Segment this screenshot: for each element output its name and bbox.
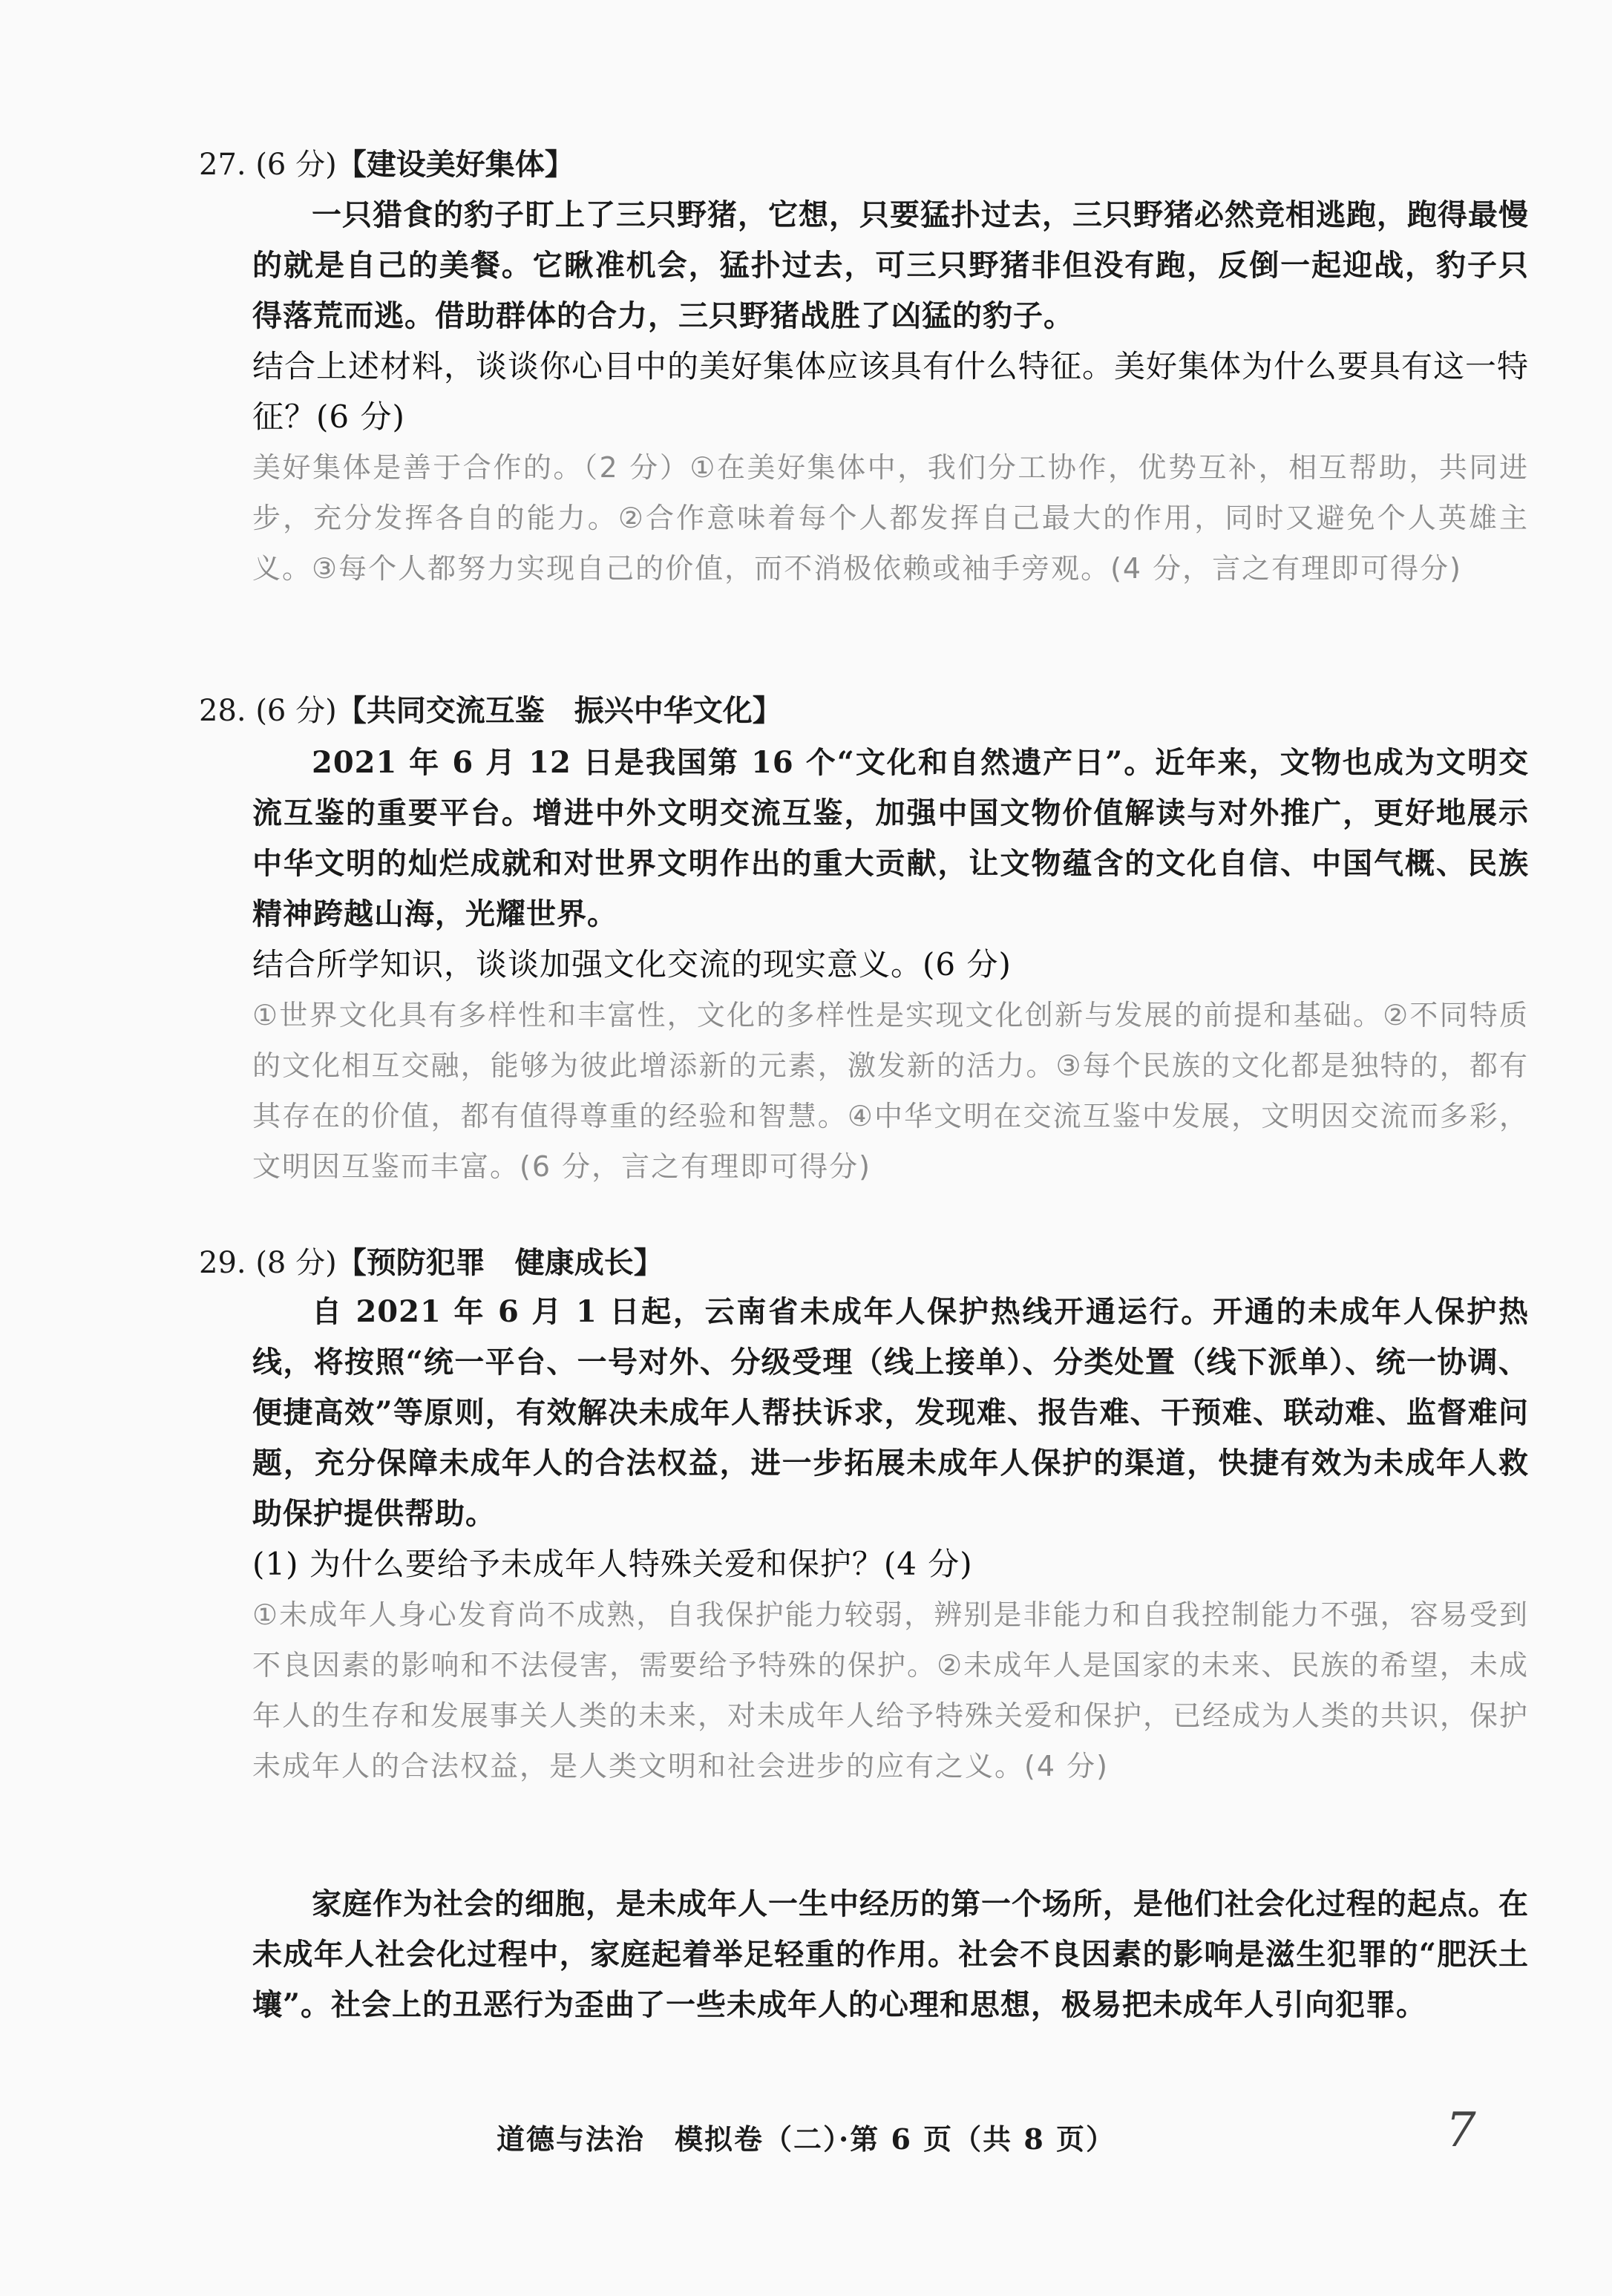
q27-body [252,190,1529,594]
q27-material: 一只猎食的豹子盯上了三只野猪，它想，只要猛扑过去，三只野猪必然竞相逃跑，跑得最慢的就是自己的美餐。它瞅准机会，猛扑过去，可三只野猪非但没有跑，反倒一起迎战，豹子只得落荒而逃。借助群体的合力，三只野猪战胜了凶猛的豹子。 [252,197,1529,333]
q28-body [252,738,1529,1192]
q28-answer: ①世界文化具有多样性和丰富性，文化的多样性是实现文化创新与发展的前提和基础。②不同特质的文化相互交融，能够为彼此增添新的元素，激发新的活力。③每个民族的文化都是独特的，都有其存在的价值，都有值得尊重的经验和智慧。④中华文明在交流互鉴中发展，文明因交流而多彩，文明因互鉴而丰富。(6 分，言之有理即可得分) [252,999,1529,1183]
q29-heading [199,1244,664,1282]
q27-tag: 【建设美好集体】 [336,148,574,182]
q28-heading [199,692,782,730]
q29-sub1-answer: ①未成年人身心发育尚不成熟，自我保护能力较弱，辨别是非能力和自我控制能力不强，容易受到不良因素的影响和不法侵害，需要给予特殊的保护。②未成年人是国家的未来、民族的希望，未成年人的生存和发展事关人类的未来，对未成年人给予特殊关爱和保护，已经成为人类的共识，保护未成年人的合法权益，是人类文明和社会进步的应有之义。(4 分) [252,1598,1530,1782]
q29-tag: 【预防犯罪 健康成长】 [336,1246,664,1280]
q27-question: 结合上述材料，谈谈你心目中的美好集体应该具有什么特征。美好集体为什么要具有这一特征？(6 分) [252,348,1530,435]
q29-sub1-question: (1) 为什么要给予未成年人特殊关爱和保护？(4 分) [252,1546,973,1582]
q28-question: 结合所学知识，谈谈加强文化交流的现实意义。(6 分) [252,946,1012,983]
q28-number: 28. (6 分) [199,694,337,728]
q29-material: 自 2021 年 6 月 1 日起，云南省未成年人保护热线开通运行。开通的未成年人保护热线，将按照“统一平台、一号对外、分级受理（线上接单）、分类处置（线下派单）、统一协调、便捷高效”等原则，有效解决未成年人帮扶诉求，发现难、报告难、干预难、联动难、监督难问题，充分保障未成年人的合法权益，进一步拓展未成年人保护的渠道，快捷有效为未成年人救助保护提供帮助。 [252,1294,1529,1531]
q27-number: 27. (6 分) [199,148,337,182]
q28-tag: 【共同交流互鉴 振兴中华文化】 [336,694,782,728]
q29-number: 29. (8 分) [199,1246,337,1280]
q27-heading [199,145,574,184]
q29-material2: 家庭作为社会的细胞，是未成年人一生中经历的第一个场所，是他们社会化过程的起点。在未成年人社会化过程中，家庭起着举足轻重的作用。社会不良因素的影响是滋生犯罪的“肥沃土壤”。社会上的丑恶行为歪曲了一些未成年人的心理和思想，极易把未成年人引向犯罪。 [252,1886,1529,2022]
q29-body [252,1287,1529,1791]
q29-material2-block [252,1879,1529,2030]
page-footer: 道德与法治 模拟卷（二）·第 6 页（共 8 页） [496,2122,1116,2156]
q28-material: 2021 年 6 月 12 日是我国第 16 个“文化和自然遗产日”。近年来，文物也成为文明交流互鉴的重要平台。增进中外文明交流互鉴，加强中国文物价值解读与对外推广，更好地展示中华文明的灿烂成就和对世界文明作出的重大贡献，让文物蕴含的文化自信、中国气概、民族精神跨越山海，光耀世界。 [252,745,1529,931]
handwritten-page-number: 7 [1446,2103,1476,2158]
q27-answer: 美好集体是善于合作的。（2 分）①在美好集体中，我们分工协作，优势互补，相互帮助，共同进步，充分发挥各自的能力。②合作意味着每个人都发挥自己最大的作用，同时又避免个人英雄主义。③每个人都努力实现自己的价值，而不消极依赖或袖手旁观。(4 分，言之有理即可得分) [252,451,1529,585]
